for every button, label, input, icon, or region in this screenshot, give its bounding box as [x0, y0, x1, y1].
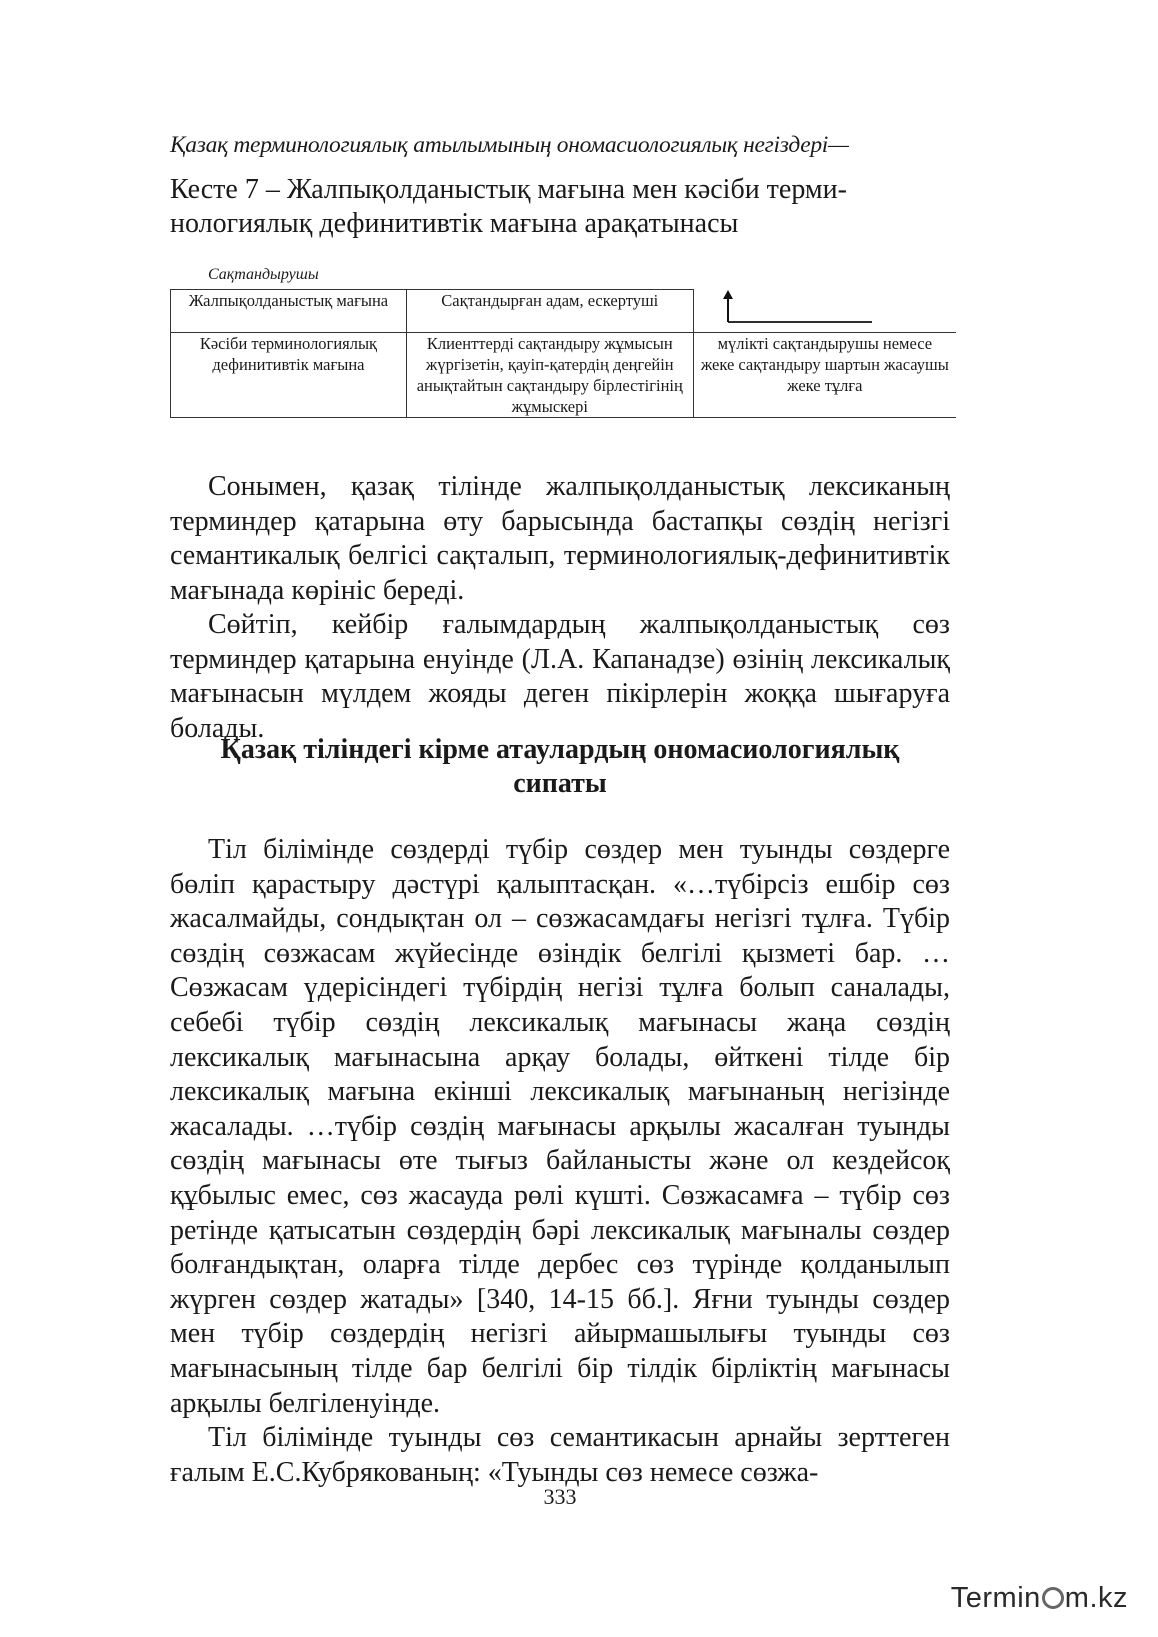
table-cell: Кәсіби терминологиялық дефинитивтік мағына: [171, 332, 407, 417]
table-cell: Жалпықолданыстық мағына: [171, 290, 407, 333]
paragraph: Сонымен, қазақ тілінде жалпықолданыстық лексиканың терминдер қатарына өту барысында бастапқы сөздің негізгі семантикалық белгісі сақталып, терминологиялық-дефинитивтік мағынада көрініс береді.: [170, 471, 950, 606]
paragraph: Тіл білімінде сөздерді түбір сөздер мен туынды сөздерге бөліп қарастыру дәстүрі қалыптасқан. «…түбірсіз ешбір сөз жасалмайды, сондықтан ол – сөзжасамдағы негізгі тұлға. Түбір сөздің сөзжасам жүйесінде өзіндік белгілі қызметі бар. …Сөзжасам үдерісіндегі түбірдің негізі тұлға болып саналады, себебі түбір сөздің лексикалық мағынасы жаңа сөздің лексикалық мағынасына арқау болады, өйткені тілде бір лексикалық мағына екінші лексикалық мағынаның негізінде жасалады. …түбір сөздің мағынасы арқылы жасалған туынды сөздің мағынасы өте тығыз байланысты және ол кездейсоқ құбылыс емес, сөз жасауда рөлі күшті. Сөзжасамға – түбір сөз ретінде қатысатын сөздердің бәрі лексикалық мағыналы сөздер болғандықтан, оларға тілде дербес сөз түрінде қолданылып жүрген сөздер жатады» [340, 14-15 бб.]. Яғни туынды сөздер мен түбір сөздердің негізгі айырмашылығы туынды сөз мағынасының тілде бар белгілі бір тілдік бірліктің мағынасы арқылы белгіленуінде.: [170, 834, 950, 1419]
watermark-logo: [951, 1582, 1128, 1615]
paragraph: Тіл білімінде туынды сөз семантикасын арнайы зерттеген ғалым Е.С.Кубрякованың: «Туынды сөз немесе сөзжа-: [170, 1422, 950, 1488]
caption-line-1: Кесте 7 – Жалпықолданыстық мағына мен кәсіби терми-: [170, 174, 847, 205]
body-section-1: [170, 470, 950, 746]
magnifier-icon: [1042, 1587, 1064, 1609]
table-cell: мүлікті сақтандырушы немесе жеке сақтандыру шартын жасаушы жеке тұлға: [693, 332, 956, 417]
table-caption: [170, 173, 950, 241]
body-section-2: [170, 833, 950, 1490]
table-cell: Сақтандырған адам, ескертуші: [406, 290, 693, 333]
arrow-up-icon: [712, 290, 892, 332]
table-header-row: [171, 290, 957, 333]
terminology-table: [170, 289, 956, 418]
section-heading: [170, 733, 950, 801]
caption-line-2: нологиялық дефинитивтік мағына арақатынасы: [170, 208, 739, 239]
heading-line-1: Қазақ тіліндегі кірме атаулардың ономасиологиялық: [220, 734, 900, 765]
heading-line-2: сипаты: [513, 768, 607, 799]
table-row: [171, 332, 957, 417]
table-cell-arrow: [693, 290, 956, 333]
table-float-label: Сақтандырушы: [208, 266, 319, 283]
running-head: Қазақ терминологиялық атылымының ономасиологиялық негіздері—: [170, 132, 849, 158]
page-number: 333: [543, 1484, 577, 1509]
watermark-text-right: m.kz: [1064, 1582, 1128, 1614]
table-cell: Клиенттерді сақтандыру жұмысын жүргізетін, қауіп-қатердің деңгейін анықтайтын сақтандыру бірлестігінің жұмыскері: [406, 332, 693, 417]
watermark-text-left: Termin: [950, 1582, 1041, 1614]
paragraph: Сөйтіп, кейбір ғалымдардың жалпықолданыстық сөз терминдер қатарына енуінде (Л.А. Капанадзе) өзінің лексикалық мағынасын мүлдем жояды деген пікірлерін жоққа шығаруға болады.: [170, 609, 950, 744]
